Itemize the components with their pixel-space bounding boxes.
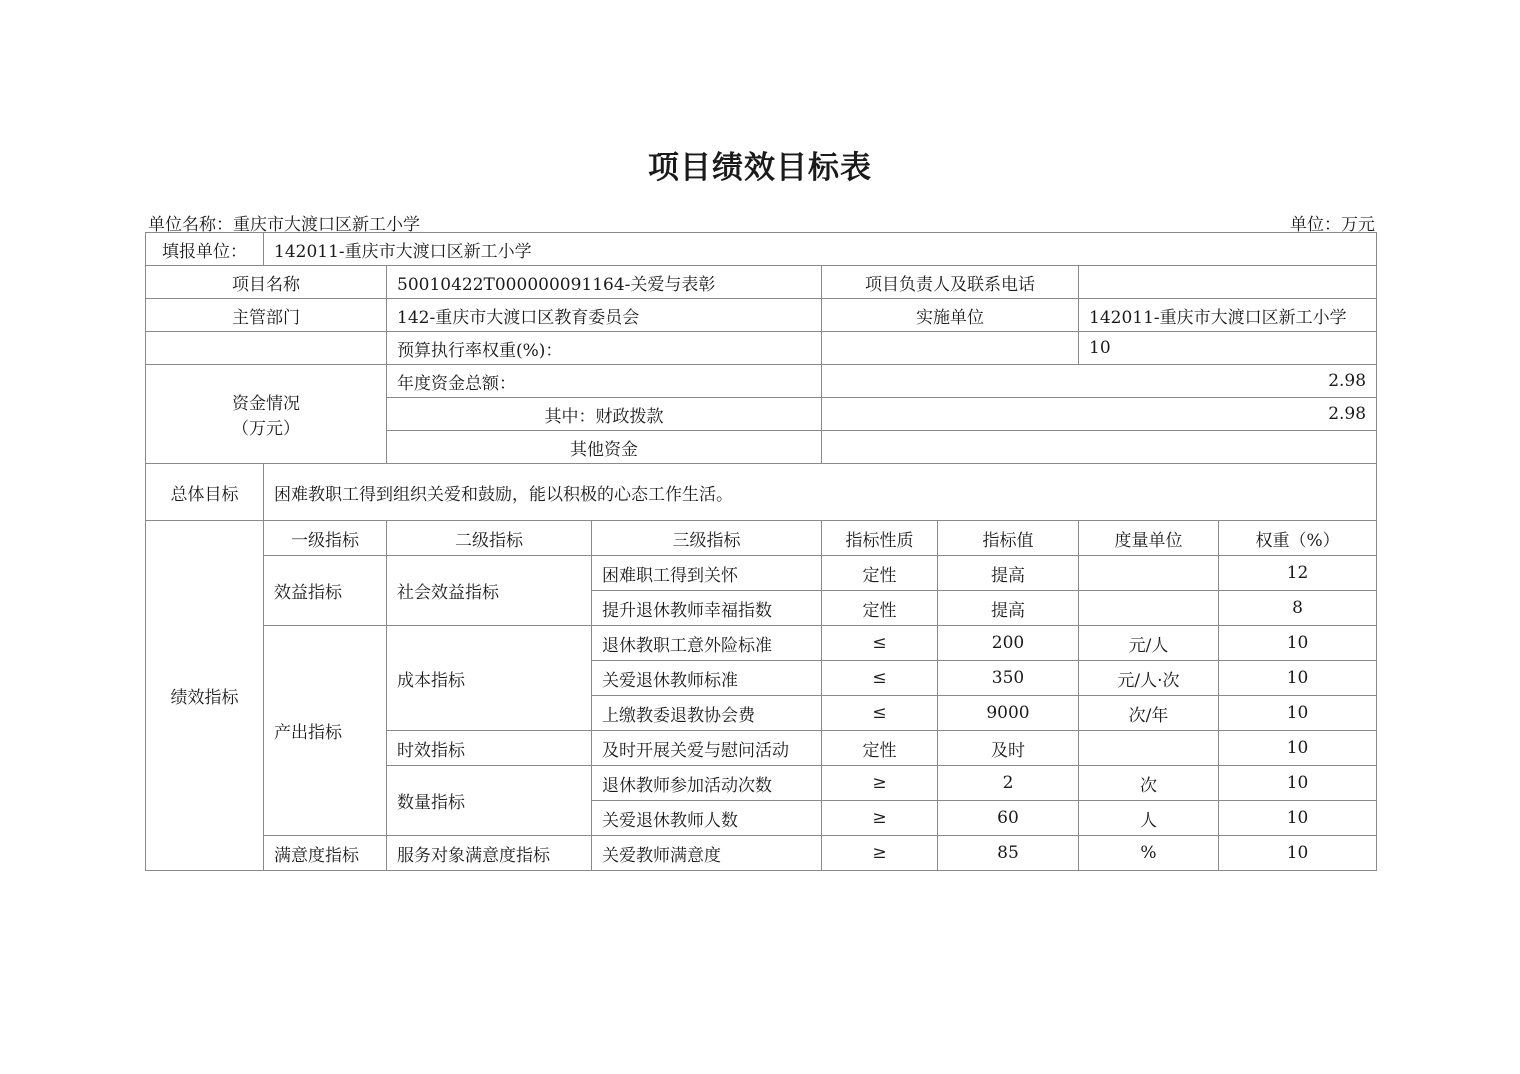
indicator-nature: 定性 [822,556,938,591]
funds-total-value: 2.98 [822,365,1377,398]
indicator-unit [1079,556,1219,591]
page-title: 项目绩效目标表 [648,150,872,186]
reporting-unit-row [146,233,1377,266]
indicator-unit: 次 [1079,766,1219,801]
currency-unit: 单位：万元 [1290,215,1375,235]
funds-other-label: 其他资金 [387,431,822,464]
indicator-unit [1079,591,1219,626]
funds-fiscal-value: 2.98 [822,398,1377,431]
indicator-name: 上缴教委退教协会费 [592,696,822,731]
performance-target-table [145,232,1377,871]
overall-goal-row [146,464,1377,521]
indicator-header-row [146,521,1377,556]
funds-other-value [822,431,1377,464]
budget-rate-value: 10 [1079,332,1377,365]
project-leader-value [1079,266,1377,299]
header-weight: 权重（%） [1219,521,1377,556]
reporting-unit-value: 142011-重庆市大渡口区新工小学 [264,233,1377,266]
indicator-value: 提高 [938,591,1079,626]
indicator-nature: 定性 [822,591,938,626]
funds-label-line2: （万元） [232,419,300,439]
project-name-row [146,266,1377,299]
indicator-name: 及时开展关爱与慰问活动 [592,731,822,766]
indicator-unit: % [1079,836,1219,871]
budget-rate-blank [146,332,387,365]
project-name-label: 项目名称 [146,266,387,299]
indicator-nature: ≤ [822,626,938,661]
indicator-nature: 定性 [822,731,938,766]
project-name-value: 50010422T000000091164-关爱与表彰 [387,266,822,299]
funds-fiscal-label: 其中：财政拨款 [387,398,822,431]
budget-rate-row [146,332,1377,365]
indicator-weight: 10 [1219,766,1377,801]
indicator-unit: 元/人·次 [1079,661,1219,696]
level1-benefit: 效益指标 [264,556,387,626]
funds-total-row [146,365,1377,398]
indicator-value: 200 [938,626,1079,661]
project-leader-label: 项目负责人及联系电话 [822,266,1079,299]
indicator-value: 9000 [938,696,1079,731]
dept-label: 主管部门 [146,299,387,332]
header-value: 指标值 [938,521,1079,556]
overall-goal-value: 困难教职工得到组织关爱和鼓励，能以积极的心态工作生活。 [264,464,1377,521]
indicator-nature: ≥ [822,766,938,801]
indicator-unit: 人 [1079,801,1219,836]
indicator-name: 困难职工得到关怀 [592,556,822,591]
budget-rate-label: 预算执行率权重(%)： [387,332,822,365]
indicator-name: 提升退休教师幸福指数 [592,591,822,626]
level2-service-satisfaction: 服务对象满意度指标 [387,836,592,871]
performance-label: 绩效指标 [146,521,264,871]
level1-satisfaction: 满意度指标 [264,836,387,871]
indicator-name: 退休教职工意外险标准 [592,626,822,661]
indicator-weight: 8 [1219,591,1377,626]
overall-goal-label: 总体目标 [146,464,264,521]
header-unit: 度量单位 [1079,521,1219,556]
funds-label [146,365,387,464]
indicator-nature: ≥ [822,801,938,836]
header-level1: 一级指标 [264,521,387,556]
indicator-nature: ≥ [822,836,938,871]
indicator-name: 关爱教师满意度 [592,836,822,871]
indicator-weight: 12 [1219,556,1377,591]
indicator-nature: ≤ [822,661,938,696]
indicator-weight: 10 [1219,731,1377,766]
indicator-weight: 10 [1219,696,1377,731]
dept-value: 142-重庆市大渡口区教育委员会 [387,299,822,332]
indicator-weight: 10 [1219,626,1377,661]
indicator-row [146,556,1377,591]
indicator-row [146,626,1377,661]
indicator-weight: 10 [1219,801,1377,836]
indicator-unit [1079,731,1219,766]
indicator-weight: 10 [1219,836,1377,871]
impl-unit-value: 142011-重庆市大渡口区新工小学 [1079,299,1377,332]
indicator-unit: 元/人 [1079,626,1219,661]
header-level3: 三级指标 [592,521,822,556]
level2-cost: 成本指标 [387,626,592,731]
indicator-row [146,836,1377,871]
unit-name: 单位名称：重庆市大渡口区新工小学 [148,215,420,235]
header-nature: 指标性质 [822,521,938,556]
level1-output: 产出指标 [264,626,387,836]
indicator-nature: ≤ [822,696,938,731]
budget-rate-spacer [822,332,1079,365]
indicator-unit: 次/年 [1079,696,1219,731]
indicator-value: 85 [938,836,1079,871]
indicator-weight: 10 [1219,661,1377,696]
reporting-unit-label: 填报单位： [146,233,264,266]
indicator-name: 关爱退休教师标准 [592,661,822,696]
impl-unit-label: 实施单位 [822,299,1079,332]
header-level2: 二级指标 [387,521,592,556]
indicator-value: 及时 [938,731,1079,766]
indicator-value: 60 [938,801,1079,836]
indicator-value: 2 [938,766,1079,801]
indicator-value: 350 [938,661,1079,696]
funds-total-label: 年度资金总额： [387,365,822,398]
level2-quantity: 数量指标 [387,766,592,836]
department-row [146,299,1377,332]
indicator-value: 提高 [938,556,1079,591]
indicator-name: 退休教师参加活动次数 [592,766,822,801]
level2-social-benefit: 社会效益指标 [387,556,592,626]
indicator-name: 关爱退休教师人数 [592,801,822,836]
level2-timeliness: 时效指标 [387,731,592,766]
funds-label-line1: 资金情况 [232,394,300,414]
